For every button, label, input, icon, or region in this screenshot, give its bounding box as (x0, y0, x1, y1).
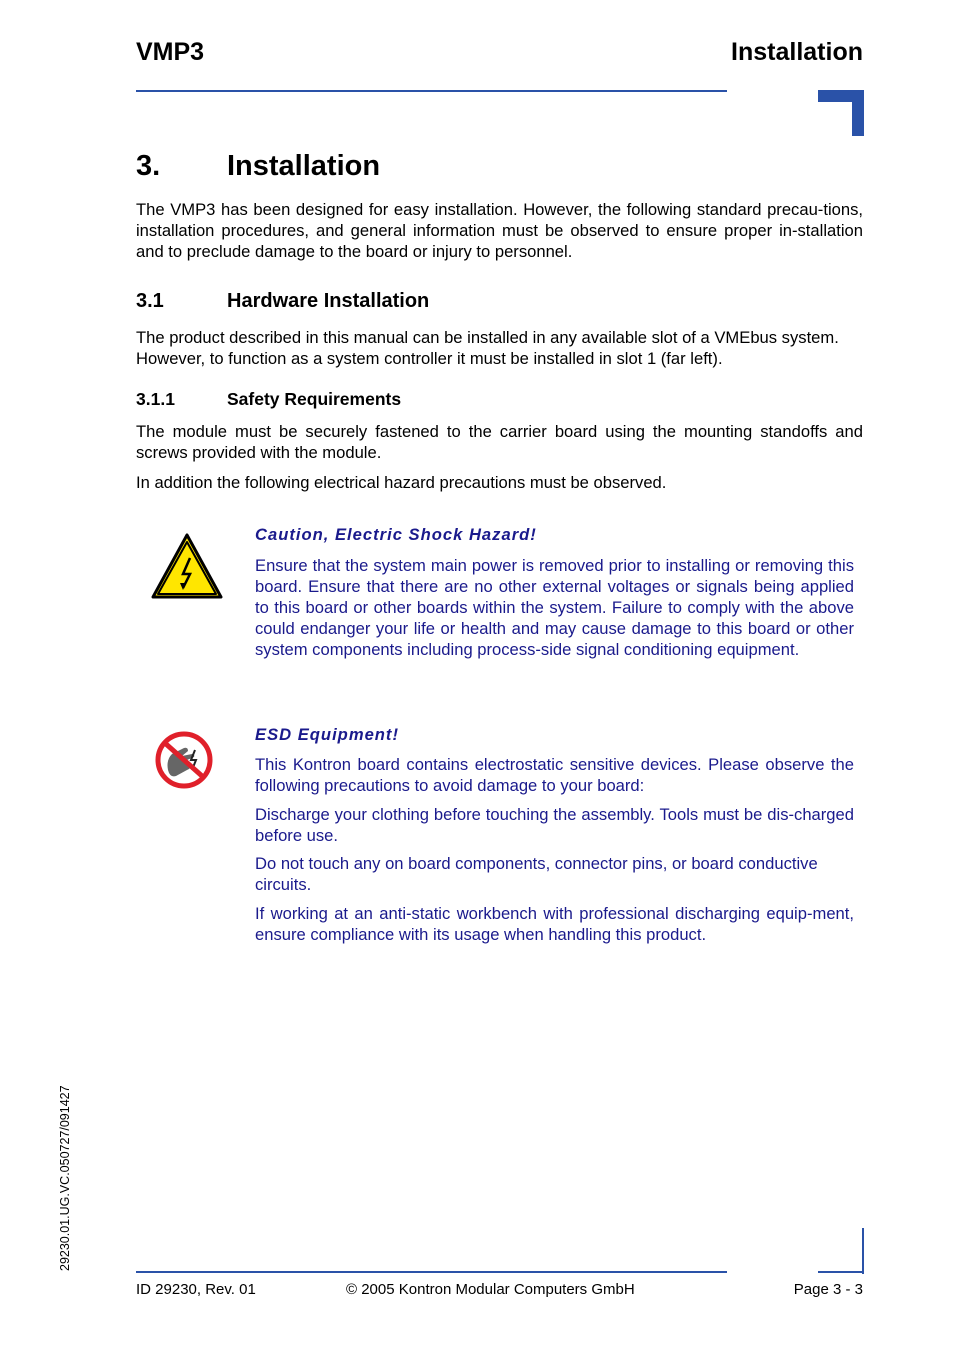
footer-page-number: Page 3 - 3 (793, 1281, 863, 1298)
esd-paragraph-4: If working at an anti-static workbench with professional discharging equip-ment, ensure compliance with its usage when handling this product. (255, 904, 854, 944)
footer-rule (136, 1271, 727, 1273)
footer-rule-right (818, 1271, 864, 1273)
subsection-paragraph-1: The module must be securely fastened to the carrier board using the mounting standoffs and screws provided with the module. (136, 422, 863, 462)
caution-title: Caution, Electric Shock Hazard! (255, 525, 537, 544)
intro-paragraph: The VMP3 has been designed for easy installation. However, the following standard precau-tions, installation procedures, and general information must be observed to ensure proper in-stallation and to preclude damage to the board or injury to personnel. (136, 200, 863, 261)
corner-mark-bottom (818, 1228, 864, 1274)
section-number: 3.1 (136, 290, 164, 312)
header-product: VMP3 (136, 38, 205, 66)
subsection-heading (136, 389, 401, 410)
section-title: Hardware Installation (227, 290, 430, 312)
esd-title: ESD Equipment! (255, 725, 399, 744)
esd-prohibited-icon (154, 730, 214, 790)
chapter-number: 3. (136, 150, 161, 182)
caution-text: Ensure that the system main power is removed prior to installing or removing this board. Ensure that there are no other external voltages or signals being applied to this board or other boards within the system. Failure to comply with the above could endanger your life or health and may cause damage to this board or other system components including process-side signal conditioning equipment. (255, 556, 854, 659)
esd-paragraph-1: This Kontron board contains electrostatic sensitive devices. Please observe the following precautions to avoid damage to your board: (255, 755, 854, 795)
header-rule (136, 90, 727, 92)
subsection-title: Safety Requirements (227, 389, 402, 409)
footer-doc-id: ID 29230, Rev. 01 (136, 1281, 256, 1298)
footer-copyright: © 2005 Kontron Modular Computers GmbH (346, 1281, 635, 1298)
section-paragraph: The product described in this manual can be installed in any available slot of a VMEbus system. However, to function as a system controller it must be installed in slot 1 (far left). (136, 328, 839, 368)
esd-paragraph-2: Discharge your clothing before touching the assembly. Tools must be dis-charged before use. (255, 805, 854, 845)
esd-paragraph-3: Do not touch any on board components, connector pins, or board conductive circuits. (255, 854, 818, 894)
subsection-number: 3.1.1 (136, 389, 175, 409)
electric-shock-warning-icon (150, 532, 224, 600)
side-document-id: 29230.01.UG.VC.050727/091427 (58, 1085, 72, 1271)
section-heading (136, 290, 429, 313)
header-chapter: Installation (731, 38, 863, 66)
corner-mark-top (818, 90, 864, 136)
chapter-heading (136, 150, 380, 183)
chapter-title: Installation (227, 150, 381, 182)
subsection-paragraph-2: In addition the following electrical hazard precautions must be observed. (136, 473, 667, 492)
